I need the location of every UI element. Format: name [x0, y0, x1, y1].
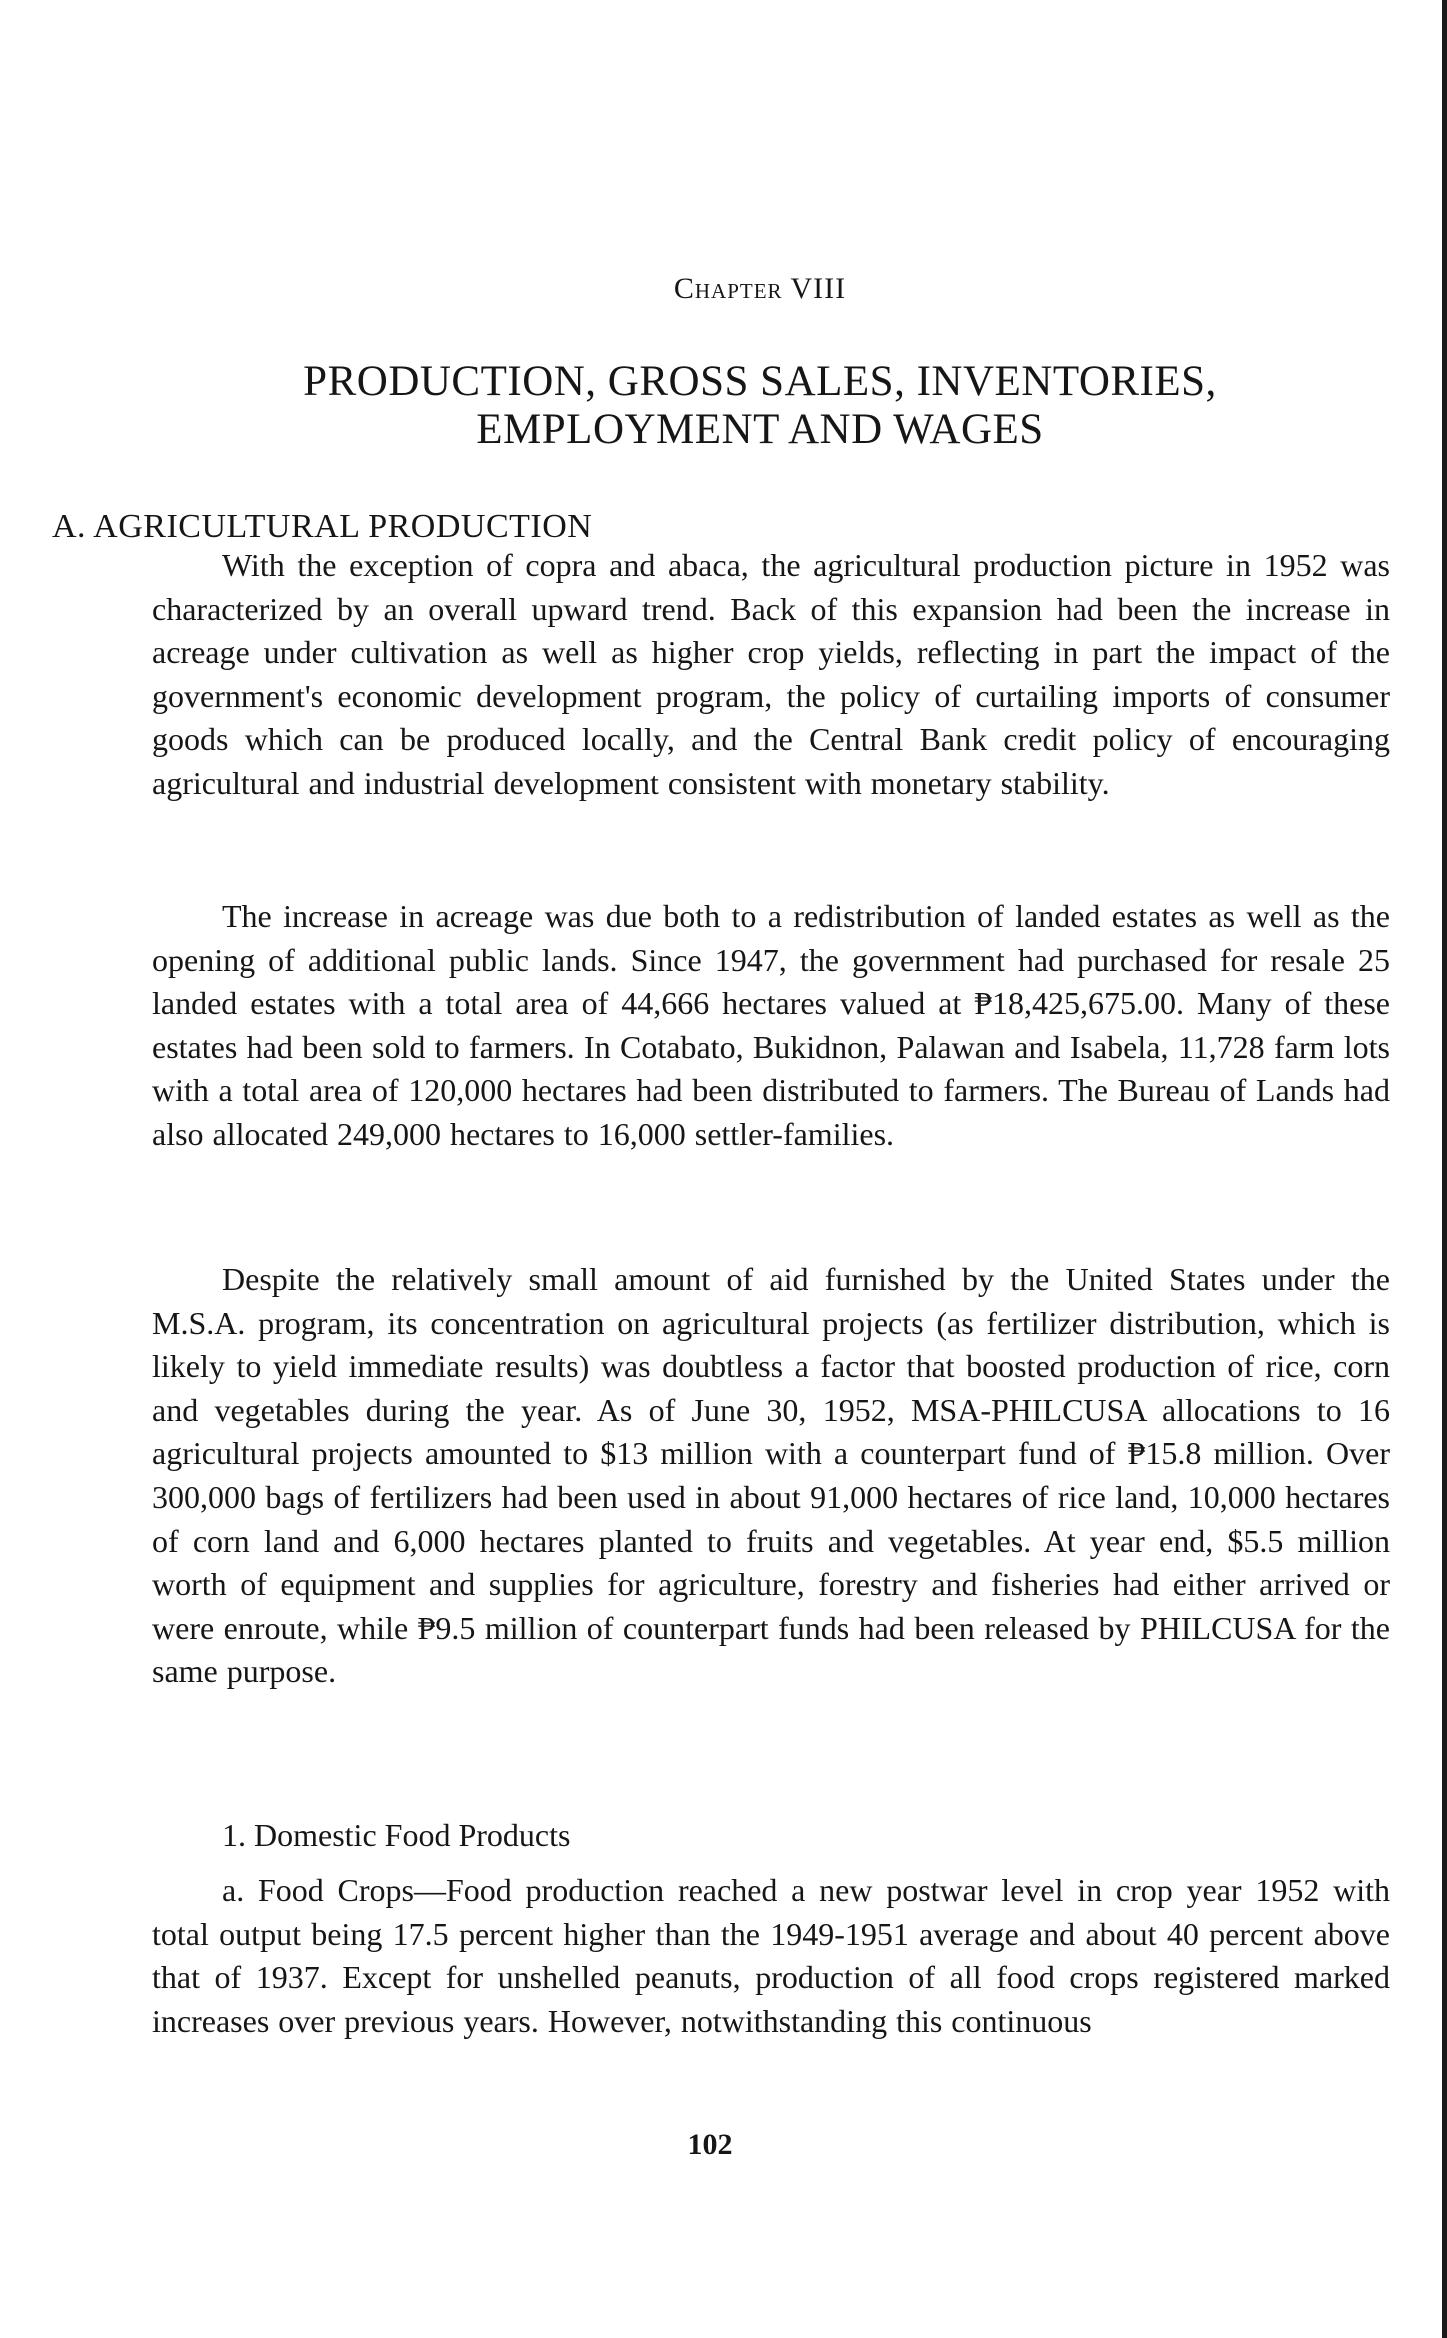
- page-number: 102: [687, 2128, 733, 2161]
- paragraph-2-text: The increase in acreage was due both to a redistribution of landed estates as well as the opening of additional public lands. Since 1947, the government had purchased for resale 25 landed estates with a total area of 44,666 hectares valued at ₱18,425,675.00. Many of these estates had been sold to farmers. In Cotabato, Bukidnon, Palawan and Isabela, 11,728 farm lots with a total area of 120,000 hectares had been distributed to farmers. The Bureau of Lands had also allocated 249,000 hectares to 16,000 settler-families.: [152, 898, 1390, 1152]
- paragraph-2: [152, 895, 1390, 1157]
- chapter-label-text: Chapter VIII: [673, 272, 847, 305]
- chapter-label: [0, 272, 1447, 306]
- paragraph-3-text: Despite the relatively small amount of aid furnished by the United States under the M.S.A. program, its concentration on agricultural projects (as fertilizer distribution, which is likely to yield immediate results) was doubtless a factor that boosted production of rice, corn and vegetables during the year. As of June 30, 1952, MSA-PHILCUSA allocations to 16 agricultural projects amounted to $13 million with a counterpart fund of ₱15.8 million. Over 300,000 bags of fertilizers had been used in about 91,000 hectares of rice land, 10,000 hectares of corn land and 6,000 hectares planted to fruits and vegetables. At year end, $5.5 million worth of equipment and supplies for agriculture, forestry and fisheries had either arrived or were enroute, while ₱9.5 million of counterpart funds had been released by PHILCUSA for the same purpose.: [152, 1261, 1390, 1690]
- section-heading: A. AGRICULTURAL PRODUCTION: [52, 508, 593, 545]
- subsection-heading: 1. Domestic Food Products: [222, 1817, 571, 1853]
- paragraph-4: [152, 1869, 1390, 2043]
- paragraph-3: [152, 1258, 1390, 1694]
- paragraph-4-text: a. Food Crops—Food production reached a new postwar level in crop year 1952 with total output being 17.5 percent higher than the 1949-1951 average and about 40 percent above that of 1937. Except for unshelled peanuts, production of all food crops registered marked increases over previous years. However, notwithstanding this continuous: [152, 1872, 1390, 2039]
- chapter-title-line1: PRODUCTION, GROSS SALES, INVENTORIES,: [303, 358, 1217, 405]
- chapter-title: [140, 358, 1380, 454]
- paragraph-1-text: With the exception of copra and abaca, the agricultural production picture in 1952 was characterized by an overall upward trend. Back of this expansion had been the increase in acreage under cultivation as well as higher crop yields, reflecting in part the impact of the government's economic development program, the policy of curtailing imports of consumer goods which can be produced locally, and the Central Bank credit policy of encouraging agricultural and industrial development consistent with monetary stability.: [152, 547, 1390, 801]
- chapter-title-line2: EMPLOYMENT AND WAGES: [476, 406, 1044, 453]
- page-edge-shadow: [1442, 0, 1447, 2338]
- paragraph-1: [152, 544, 1390, 806]
